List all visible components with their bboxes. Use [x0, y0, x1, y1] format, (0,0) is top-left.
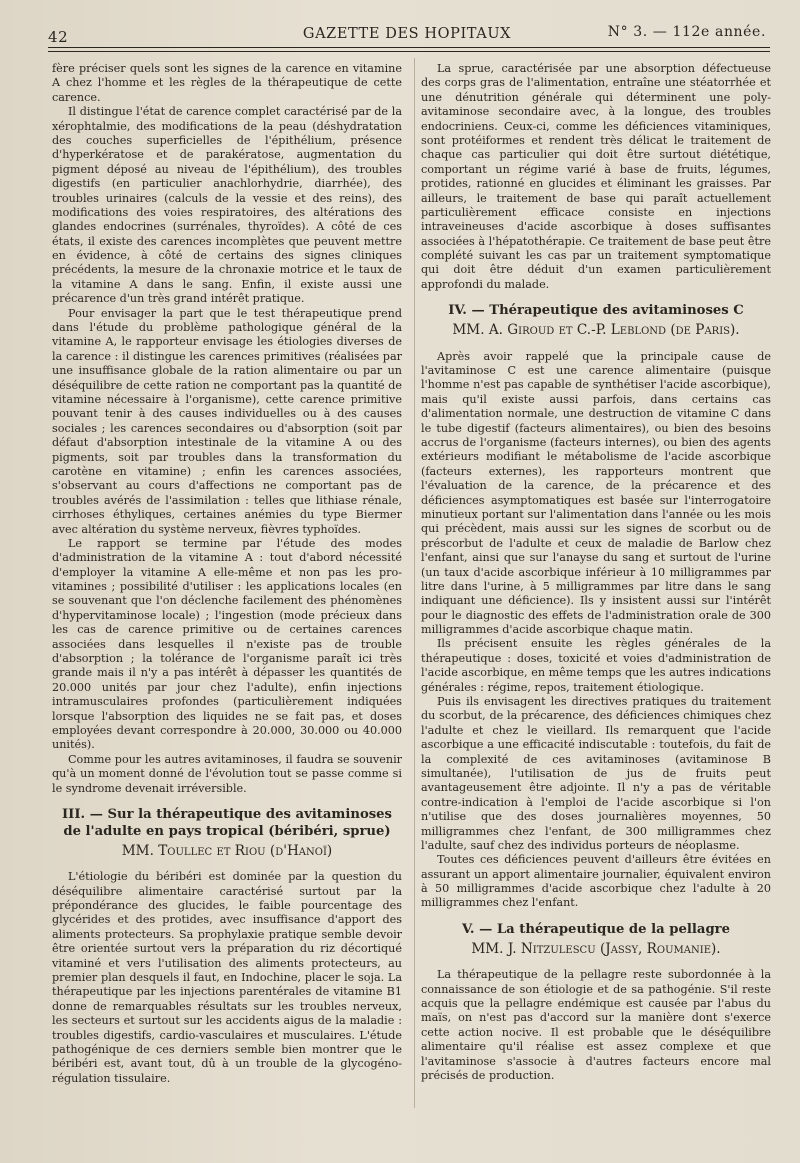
section-heading: IV. — Thérapeutique des avitaminoses C	[448, 303, 744, 319]
running-header	[48, 22, 766, 48]
paragraph: Pour envisager la part que le test thérapeutique prend dans l'étude du problème pathologique général de la vitamine A, le rapporteur envisage les étiologies diverses de la carence : il distingue les carences primitives (réalisées par une insuffisance globale de la ration alimentaire ou par un déséquilibre de cette ration ne comportant pas la quantité de vitamine nécessaire à l'organisme), cette carence primitive pouvant tenir à des causes individuelles ou à des causes sociales ; les carences secondaires ou d'absorption (soit par défaut d'absorption intestinale de la vitamine A ou des pigments, soit par troubles dans la transformation du carotène en vitamine) ; enfin les carences associées, s'observant au cours d'affections ne comportant pas de troubles avérés de l'assimilation : telles que lithiase rénale, cirrhoses éthyliques, certaines anémies du type Biermer avec altération du système nerveux, fièvres typhoïdes.	[52, 306, 402, 536]
section-authors: MM. J. Nitzulescu (Jassy, Roumanie).	[471, 940, 721, 957]
page-number: 42	[48, 28, 69, 46]
paragraph: Comme pour les autres avitaminoses, il faudra se souvenir qu'à un moment donné de l'évolution tout se passe comme si le syndrome devenait irréversible.	[52, 752, 402, 795]
journal-title: GAZETTE DES HOPITAUX	[302, 26, 512, 42]
right-column	[421, 62, 771, 1083]
section-heading: III. — Sur la thérapeutique des avitaminoses de l'adulte en pays tropical (béribéri, sprue)	[62, 806, 392, 839]
paragraph: Après avoir rappelé que la principale cause de l'avitaminose C est une carence alimentaire (puisque l'homme n'est pas capable de synthétiser l'acide ascorbique), mais qu'il existe aussi parfois, dans certains cas d'alimentation normale, une destruction de vitamine C dans le tube digestif (facteurs alimentaires), ou bien des besoins accrus de l'organisme (facteurs internes), ou bien des agents extérieurs modifiant le métabolisme de l'acide ascorbique (facteurs externes), les rapporteurs montrent que l'évaluation de la carence, de la précarence et des déficiences asymptomatiques est basée sur l'interrogatoire minutieux portant sur l'alimentation dans l'année ou les mois qui précèdent, mais aussi sur les signes de scorbut ou de préscorbut de l'adulte et ceux de maladie de Barlow chez l'enfant, ainsi que sur l'anayse du sang et surtout de l'urine (un taux d'acide ascorbique inférieur à 10 milligrammes par litre dans l'urine, à 5 milligrammes par litre dans le sang indiquant une déficience). Ils y insistent aussi sur l'intérêt pour le diagnostic des effets de l'administration orale de 300 milligrammes d'acide ascorbique chaque matin.	[421, 349, 771, 637]
section-authors: MM. Toullec et Riou (d'Hanoï)	[121, 842, 333, 859]
issue-info: N° 3. — 112e année.	[607, 24, 766, 40]
header-rule	[48, 47, 770, 48]
paragraph: Il distingue l'état de carence complet caractérisé par de la xérophtalmie, des modifications de la peau (déshydratation des couches superficielles de l'épithélium, présence d'hyperkératose et de parakératose, augmentation du pigment déposé au niveau de l'épithélium), des troubles digestifs (en particulier anachlorhydrie, diarrhée), des troubles urinaires (calculs de la vessie et des reins), des modifications des voies respiratoires, des altérations des glandes endocrines (surrénales, thyroïdes). A côté de ces états, il existe des carences incomplètes que peuvent mettre en évidence, à côté de certains des signes cliniques précédents, la mesure de la chronaxie motrice et le taux de la vitamine A dans le sang. Enfin, il existe aussi une précarence d'un très grand intérêt pratique.	[52, 105, 402, 306]
paragraph: L'étiologie du béribéri est dominée par la question du déséquilibre alimentaire caractérisé surtout par la prépondérance des glucides, le faible pourcentage des glycérides et des protides, avec insuffisance d'apport des aliments protecteurs. Sa prophylaxie pratique semble devoir être orientée surtout vers la préparation du riz décortiqué vitaminé et vers l'utilisation des aliments protecteurs, au premier plan desquels il faut, en Indochine, placer le soja. La thérapeutique par les injections parentérales de vitamine B1 donne de remarquables résultats sur les troubles nerveux, les secteurs et surtout sur les accidents aigus de la maladie : troubles digestifs, cardio-vasculaires et musculaires. L'étude pathogénique de ces derniers semble bien montrer que le béribéri est, avant tout, dû à un trouble de la glycogéno-régulation tissulaire.	[52, 870, 402, 1085]
paragraph: La thérapeutique de la pellagre reste subordonnée à la connaissance de son étiologie et de sa pathogénie. S'il reste acquis que la pellagre endémique est causée par l'abus du maïs, on n'est pas d'accord sur la manière dont s'exerce cette action nocive. Il est probable que le déséquilibre alimentaire qu'il réalise est assez complexe et que l'avitaminose s'associe à d'autres facteurs encore mal précisés de production.	[421, 968, 771, 1082]
section-heading: V. — La thérapeutique de la pellagre	[461, 921, 731, 937]
paragraph: Puis ils envisagent les directives pratiques du traitement du scorbut, de la précarence, des déficiences chimiques chez l'adulte et chez le vieillard. Ils remarquent que l'acide ascorbique a une efficacité indiscutable : toutefois, du fait de la complexité de ces avitaminoses (avitaminose B simultanée), l'utilisation de jus de fruits peut avantageusement être adjointe. Il n'y a pas de véritable contre-indication à l'emploi de l'acide ascorbique si l'on n'utilise que des doses journalières moyennes, 50 milligrammes chez l'enfant, de 300 milligrammes chez l'adulte, sauf chez des individus porteurs de néoplasme.	[421, 695, 771, 852]
paragraph: La sprue, caractérisée par une absorption défectueuse des corps gras de l'alimentation, entraîne une stéatorrhée et une dénutrition générale qui déterminent une poly-avitaminose secondaire avec, à la longue, des troubles endocriniens. Ceux-ci, comme les déficiences vitaminiques, sont protéiformes et rendent très délicat le traitement de chaque cas particulier qui doit être surtout diététique, comportant un régime varié à base de fruits, légumes, protides, rationné en glucides et éliminant les graisses. Par ailleurs, le traitement de base qui paraît actuellement particulièrement efficace consiste en injections intraveineuses d'acide ascorbique à doses suffisantes associées à l'hépatothérapie. Ce traitement de base peut être complété suivant les cas par un traitement symptomatique qui doit être déduit d'un examen particulièrement approfondi du malade.	[421, 62, 771, 291]
paragraph: Toutes ces déficiences peuvent d'ailleurs être évitées en assurant un apport alimentaire journalier, équivalent environ à 50 milligrammes d'acide ascorbique chez l'adulte à 20 milligrammes chez l'enfant.	[421, 853, 771, 910]
column-divider	[414, 58, 415, 1108]
header-rule-thin	[48, 51, 770, 52]
paragraph: fère préciser quels sont les signes de la carence en vitamine A chez l'homme et les règles de la thérapeutique de cette carence.	[52, 62, 402, 104]
paragraph: Le rapport se termine par l'étude des modes d'administration de la vitamine A : tout d'abord nécessité d'employer la vitamine A elle-même et non pas les pro-vitamines ; possibilité d'utiliser : les applications locales (en se souvenant que l'on déclenche facilement des phénomènes d'hypervitaminose locale) ; l'ingestion (mode précieux dans les cas de carence primitive ou de certaines carences associées dans lesquelles il n'existe pas de trouble d'absorption ; la tolérance de l'organisme paraît ici très grande mais il n'y a pas intérêt à dépasser les quantités de 20.000 unités par jour chez l'adulte), enfin injections intramusculaires profondes (particulièrement indiquées lorsque l'absorption des liquides ne se fait pas, et doses employées devant correspondre à 20.000, 30.000 ou 40.000 unités).	[52, 536, 402, 752]
paragraph: Ils précisent ensuite les règles générales de la thérapeutique : doses, toxicité et voies d'administration de l'acide ascorbique, en même temps que les autres indications générales : régime, repos, traitement étiologique.	[421, 637, 771, 694]
section-authors: MM. A. Giroud et C.-P. Leblond (de Paris).	[452, 322, 740, 339]
left-column	[52, 62, 402, 1086]
